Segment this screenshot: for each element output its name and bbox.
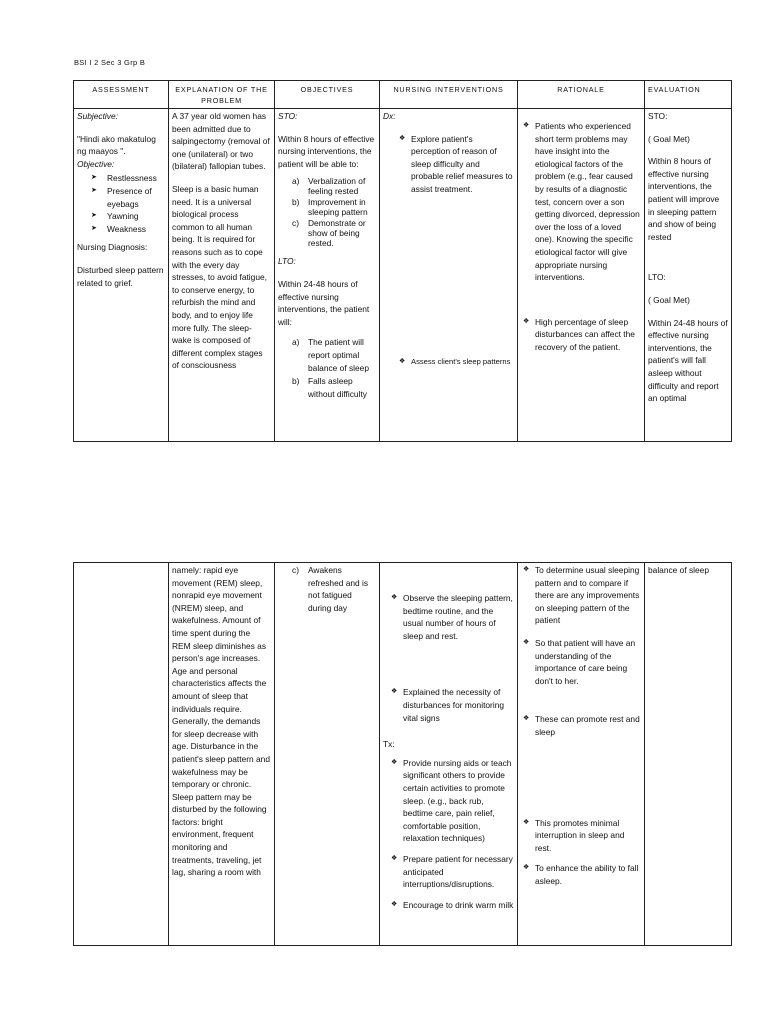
column-header-interventions: NURSING INTERVENTIONS: [380, 81, 518, 109]
column-header-objectives: OBJECTIVES: [275, 81, 380, 109]
care-plan-table-2: [73, 562, 732, 946]
care-plan-table-1: [73, 80, 732, 442]
rationale-list: [521, 120, 641, 354]
subjective-text: "Hindi ako makatulog ng maayos ".: [77, 133, 156, 157]
interventions-cell-cont: [380, 563, 518, 946]
eval-lto-text: Within 24-48 hours of effective nursing interventions, the patient's will fall asleep without difficulty and report an optimal: [648, 317, 728, 404]
sto-item: b) Improvement in sleeping pattern: [292, 197, 368, 218]
explanation-paragraph: A 37 year old women has been admitted due to salpingectomy (removal of one (unilateral) or two (bilateral) fallopian tubes.: [172, 111, 270, 172]
lto-text: Within 24-48 hours of effective nursing interventions, the patient will:: [278, 278, 370, 327]
eval-sto-label: STO:: [648, 111, 668, 121]
assessment-cell: [74, 109, 169, 442]
eval-lto-label: LTO:: [648, 272, 666, 283]
lto-item: b) Falls asleep without difficulty: [292, 376, 367, 399]
rationale-cell-cont: [518, 563, 645, 946]
rationale-item: ❖ This promotes minimal interruption in sleep and rest.: [521, 817, 641, 855]
eval-lto-goal: ( Goal Met): [648, 294, 690, 305]
intervention-item: ❖ Observe the sleeping pattern, bedtime routine, and the usual number of hours of sleep and rest.: [389, 592, 514, 642]
column-header-assessment: ASSESSMENT: [74, 81, 169, 109]
tx-label: Tx:: [383, 739, 395, 750]
rationale-item: ❖ To enhance the ability to fall asleep.: [521, 862, 641, 887]
interventions-list-b: [383, 757, 514, 912]
column-header-evaluation: EVALUATION: [645, 81, 732, 109]
explanation-cell-cont: [169, 563, 275, 946]
objectives-cell: [275, 109, 380, 442]
explanation-cell: [169, 109, 275, 442]
eval-sto-goal: ( Goal Met): [648, 133, 690, 144]
intervention-item: ❖ Explore patient's perception of reason of sleep difficulty and probable relief measures to assist treatment.: [397, 133, 514, 196]
intervention-item: ❖ Encourage to drink warm milk: [389, 899, 514, 912]
eval-sto-text: Within 8 hours of effective nursing interventions, the patient will improve in sleeping pattern and show of being rested: [648, 156, 720, 242]
column-header-rationale: RATIONALE: [518, 81, 645, 109]
objective-item: ➤ Yawning: [77, 210, 165, 223]
evaluation-cell-cont: [645, 563, 732, 946]
evaluation-cell: [645, 109, 732, 442]
sto-label: STO:: [278, 111, 298, 121]
interventions-list: [383, 133, 514, 369]
sto-text: Within 8 hours of effective nursing interventions, the patient will be able to:: [278, 133, 375, 169]
intervention-item: ❖ Assess client's sleep patterns: [397, 356, 514, 369]
subjective-label: Subjective:: [77, 111, 118, 121]
interventions-cell: [380, 109, 518, 442]
rationale-list-cont: [521, 564, 641, 888]
rationale-item: ❖ To determine usual sleeping pattern and to compare if there are any improvements on sleeping pattern of the patient: [521, 564, 641, 627]
diagnosis-label: Nursing Diagnosis:: [77, 242, 148, 253]
interventions-list-a: [383, 592, 514, 724]
objective-item: ➤ Weakness: [77, 223, 165, 236]
intervention-item: ❖ Provide nursing aids or teach significant others to provide certain activities to promote sleep. (e.g., back rub, bedtime care, pain relief, comfortable position, relaxation techniques): [389, 757, 514, 845]
sto-list: [278, 176, 376, 248]
column-header-explanation: EXPLANATION OF THE PROBLEM: [169, 81, 275, 109]
intervention-item: ❖ Prepare patient for necessary anticipated interruptions/disruptions.: [389, 853, 514, 891]
explanation-paragraph: Sleep is a basic human need. It is a universal biological process common to all human being. It is required for reasons such as to cope with the every day stresses, to avoid fatigue, to conserve energy, to refurbish the mind and body, and to enjoy life more fully. The sleep-wake is composed of different complex stages of consciousness: [172, 183, 267, 371]
rationale-item: ❖ High percentage of sleep disturbances can affect the recovery of the patient.: [521, 316, 641, 354]
sto-item: c) Demonstrate or show of being rested.: [292, 218, 366, 249]
document-header: BSI I 2 Sec 3 Grp B: [74, 58, 146, 67]
rationale-item: ❖ These can promote rest and sleep: [521, 713, 641, 738]
assessment-cell-empty: [74, 563, 169, 946]
objective-item: ➤ Presence of eyebags: [77, 185, 165, 210]
lto-list-cont: [278, 564, 376, 614]
dx-label: Dx:: [383, 111, 396, 121]
explanation-continued: namely: rapid eye movement (REM) sleep, nonrapid eye movement (NREM) sleep, and wakefulness. Amount of time spent during the REM sleep diminishes as person's age increases. Age and personal characteristics affects the amount of sleep that individuals require. Generally, the demands for sleep decrease with age. Disturbance in the patient's sleep pattern and wakefulness may be temporary or chronic. Sleep pattern may be disturbed by the following factors: bright environment, frequent monitoring and treatments, traveling, jet lag, sharing a room with: [172, 565, 270, 878]
sto-item: a) Verbalization of feeling rested: [292, 176, 366, 197]
lto-item: a) The patient will report optimal balance of sleep: [292, 337, 369, 373]
intervention-item: ❖ Explained the necessity of disturbances for monitoring vital signs: [389, 686, 514, 724]
rationale-item: ❖ So that patient will have an understanding of the importance of care being don't to her.: [521, 637, 641, 687]
objective-item: ➤ Restlessness: [77, 172, 165, 185]
eval-continued: balance of sleep: [648, 565, 709, 575]
objectives-cell-cont: [275, 563, 380, 946]
lto-item: c) Awakens refreshed and is not fatigued during day: [292, 565, 369, 613]
rationale-cell: [518, 109, 645, 442]
objective-label: Objective:: [77, 158, 115, 169]
lto-list: [278, 336, 376, 400]
rationale-item: ❖ Patients who experienced short term problems may have insight into the etiological factors of the problem (e.g., fear caused by results of a diagnostic test, concern over a son getting divorced, depression over the loss of a loved one). Knowing the specific etiological factor will give appropriate nursing interventions.: [521, 120, 641, 284]
diagnosis-text: Disturbed sleep pattern related to grief.: [77, 264, 164, 288]
lto-label: LTO:: [278, 256, 296, 267]
objective-list: [77, 172, 165, 235]
